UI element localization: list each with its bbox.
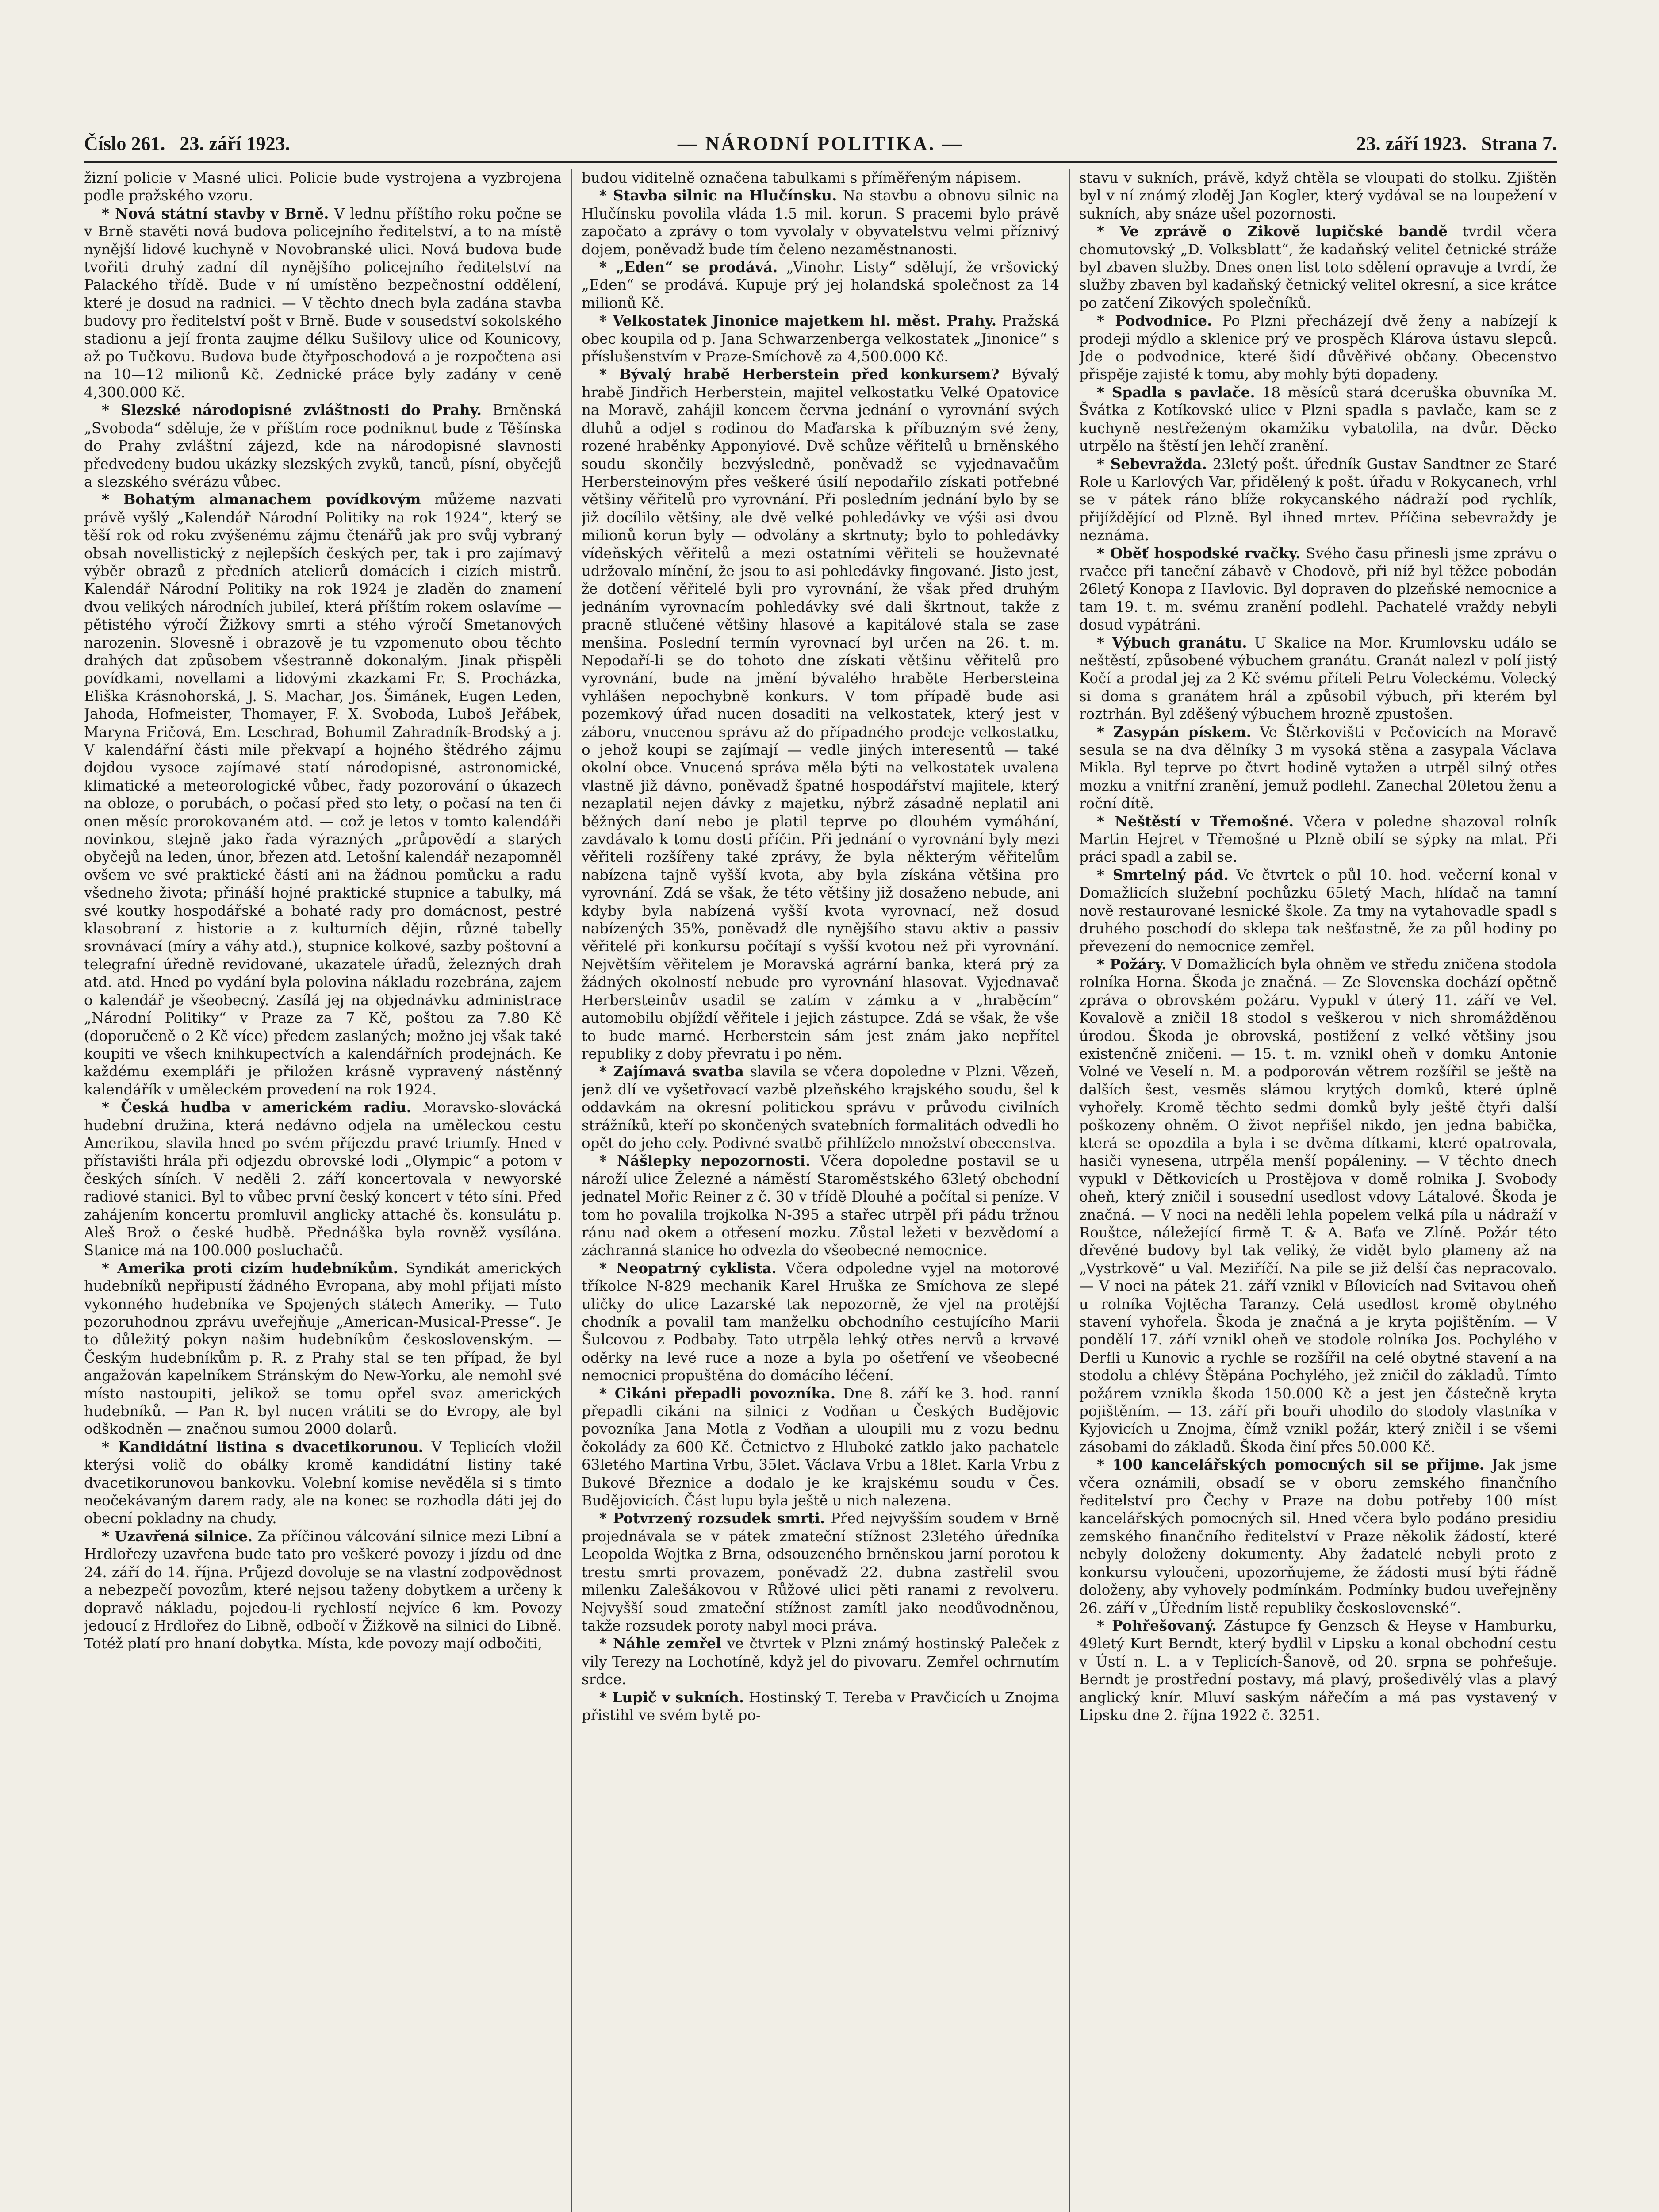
- page-number: Strana 7.: [1481, 133, 1557, 154]
- article-paragraph: [582, 1063, 1059, 1152]
- article-paragraph: [1079, 545, 1557, 634]
- article-body: budou viditelně označena tabulkami s příměřeným nápisem.: [582, 169, 1022, 186]
- article-paragraph: [1079, 723, 1557, 813]
- article-headline: Velkostatek Jinonice majetkem hl. měst. Prahy.: [613, 312, 997, 330]
- asterisk-marker: *: [599, 1259, 616, 1277]
- article-body: Bývalý hrabě Jindřich Herberstein, majitel velkostatku Velké Opatovice na Moravě, zahájil koncem června jednání o vyrovnání svých dluhů a odjel s rodinou do Maďarska k příbuzným své ženy, rozené hraběnky Apponyiové. Dvě schůze věřitelů u brněnského soudu skončily bezvýsledně, poněvadž se vyjednavačům Herbersteinovým přes veškeré úsilí nepodařilo získati potřebné většiny věřitelů pro vyrovnání. Při posledním jednání bylo by se již docílilo většiny, ale dvě velké pohledávky ve výši asi dvou milionů korun byly — odvolány a skrtnuty; bylo to pohledávky vídeňských věřitelů a mezi ostatními věřiteli se houževnaté udržovalo mínění, že jsou to asi pohledávky fingované. Jisto jest, že dotčení věřitelé byli pro vyrovnání, že však před druhým jednáním vyrovnacím pohledávky své dali škrtnout, takže z pracně stlučené většiny hlasové a kapitálové stala se zase menšina. Poslední termín vyrovnací byl určen na 26. t. m. Nepodaří-li se do tohoto dne získati většinu věřitelů pro vyrovnání, bude na jmění bývalého hraběte Herbersteina vyhlášen nepochybně konkurs. V tom případě bude asi pozemkový úřad nucen dosaditi na velkostatek, který jest v záboru, vnucenou správu až do případného prodeje velkostatku, o jehož koupi se zajímají — vedle jiných interesentů — také okolní obce. Vnucená správa měla býti na velkostatek uvalena vlastně již dávno, poněvadž špatné hospodářství majitele, který nezaplatil nejen dávky z majetku, nýbrž zásadně neplatil ani běžných daní nebo je platil teprve po dlouhém vymáhání, zavdávalo k tomu dosti příčin. Při jednání o vyrovnání byly mezi věřiteli rozšířeny také zprávy, že byla některým věřitelům nabízena tajně vyšší kvota, aby byla získána většina pro vyrovnání. Zdá se však, že této většiny již dosaženo nebude, ani kdyby byla nabízená vyšší kvota vyrovnací, než dosud nabízených 35%, poněvadž dle nynějšího stavu aktiv a passiv věřitelé při konkursu počítají s vyšší kvotou než při vyrovnání. Největším věřitelem je Moravská agrární banka, která prý za žádných okolností nebude pro vyrovnání hlasovat. Vyjednavač Herbersteinův usadil se zatím v zámku a v „hraběcím“ automobilu objíždí věřitele i jejich zástupce. Zdá se však, že vše to bude marné. Herberstein sám jest znám jako nepřítel republiky z doby převratu i po něm.: [582, 366, 1059, 1062]
- article-headline: Pohřešovaný.: [1112, 1617, 1217, 1634]
- column-3: [1079, 169, 1557, 2212]
- article-body: stavu v sukních, právě, když chtěla se vloupati do stolku. Zjištěn byl v ní známý zloděj Jan Kogler, který vydával se na loupežení v sukních, aby snáze ušel pozornosti.: [1079, 169, 1557, 222]
- page-header: [84, 128, 1557, 159]
- article-paragraph: [1079, 813, 1557, 866]
- asterisk-marker: *: [102, 491, 123, 508]
- header-date-right: 23. září 1923.: [1356, 133, 1467, 154]
- article-paragraph: [84, 1098, 562, 1260]
- article-headline: Stavba silnic na Hlučínsku.: [613, 187, 837, 204]
- asterisk-marker: *: [102, 1098, 121, 1116]
- article-headline: Požáry.: [1109, 955, 1167, 973]
- article-headline: 100 kancelářských pomocných sil se přijme.: [1112, 1456, 1484, 1474]
- asterisk-marker: *: [1097, 812, 1115, 830]
- article-headline: Výbuch granátu.: [1112, 634, 1247, 651]
- asterisk-marker: *: [102, 204, 115, 222]
- article-body: tvrdil včera chomutovský „D. Volksblatt“, že kadaňský velitel četnické stráže byl zbaven služby. Dnes onen list toto sdělení opravuje a tvrdí, že služby zbaven byl kadaňský četnický velitel okresní, a sice krátce po zatčení Zikových společníků.: [1079, 223, 1557, 311]
- article-body: Dne 8. září ke 3. hod. ranní přepadli cikáni na silnici z Vodňan u Českých Budějovic povozníka Jana Motla z Vodňan a uloupili mu z vozu bednu čokolády za 600 Kč. Četnictvo z Hluboké zatklo jako pachatele 63letého Martina Vrbu, 35let. Václava Vrbu a 18let. Karla Vrbu z Bukové Březnice a dodalo je ke krajskému soudu v Čes. Budějovicích. Část lupu byla ještě u nich nalezena.: [582, 1385, 1059, 1509]
- asterisk-marker: *: [599, 1152, 617, 1170]
- article-body: Pražská obec koupila od p. Jana Schwarzenberga velkostatek „Jinonice“ s příslušenstvím v Praze-Smíchově za 4,500.000 Kč.: [582, 312, 1059, 365]
- asterisk-marker: *: [1097, 1456, 1113, 1474]
- asterisk-marker: *: [1097, 634, 1112, 651]
- article-body: ve čtvrtek v Plzni známý hostinský Paleček z vily Terezy na Lochotíně, když jel do pivovaru. Zemřel ochrnutím srdce.: [582, 1635, 1059, 1688]
- article-headline: Amerika proti cizím hudebníkům.: [117, 1259, 398, 1277]
- article-body: Před nejvyšším soudem v Brně projednávala se v pátek zmateční stížnost 23letého úředníka Leopolda Wojtka z Brna, odsouzeného brněnskou jarní porotou k trestu smrti provazem, poněvadž 22. dubna zastřelil svou milenku Zalešákovou v Růžové ulici pěti ranami z revolveru. Nejvyšší soud zmateční stížnost zamítl jako neodůvodněnou, takže rozsudek poroty nabyl moci práva.: [582, 1510, 1059, 1634]
- asterisk-marker: *: [1097, 955, 1110, 973]
- asterisk-marker: *: [1097, 1617, 1112, 1634]
- article-headline: Ve zprávě o Zikově lupičské bandě: [1119, 223, 1448, 240]
- article-headline: Oběť hospodské rvačky.: [1110, 544, 1301, 562]
- asterisk-marker: *: [599, 1635, 613, 1652]
- article-body: „Vinohr. Listy“ sdělují, že vršovický „Eden“ se prodává. Kupuje prý jej holandská společnost za 14 milionů Kč.: [582, 259, 1059, 311]
- column-2: [582, 169, 1059, 2212]
- asterisk-marker: *: [1097, 223, 1120, 240]
- article-body: Jak jsme včera oznámili, obsadí se v oboru zemského finančního ředitelství pro Čechy v Praze na dobu potřeby 100 míst kancelářských pomocných sil. Hned včera bylo podáno presidiu zemského finančního ředitelství v Praze několik žádostí, které nebyly doloženy dokumenty. Aby žadatelé nebyli proto z konkursu vyloučeni, upozorňujeme, že žádosti musí býti řádně doloženy, aby vyhovely podmínkám. Podmínky budou uveřejněny 26. září v „Úředním listě republiky československé“.: [1079, 1456, 1557, 1617]
- column-divider-2: [1069, 169, 1070, 2212]
- article-paragraph: [1079, 223, 1557, 312]
- article-paragraph: [84, 401, 562, 491]
- asterisk-marker: *: [599, 312, 613, 330]
- article-paragraph: [84, 1438, 562, 1528]
- article-paragraph: [582, 169, 1059, 187]
- article-headline: Zasypán pískem.: [1113, 723, 1251, 741]
- article-body: můžeme nazvati právě vyšlý „Kalendář Národní Politiky na rok 1924“, který se těší rok od roku zvýšenému zájmu čtenářů jak pro svůj vybraný obsah novellistický z nejlepších českých per, tak i pro zajímavý výběr obrazů z předních atelierů domácích i cizích mistrů. Kalendář Národní Politiky na rok 1924 je zladěn do znamení dvou velikých národních jubileí, která příštím rokem oslavíme — pětistého výročí Žižkovy smrti a stého výročí Smetanových narozenin. Slovesně i obrazově je tu vzpomenuto obou těchto drahých dat způsobem všestranně dokonalým. Jinak přispěli povídkami, novellami a lidovými zkazkami Fr. S. Procházka, Eliška Krásnohorská, J. S. Machar, Jos. Šimánek, Eugen Leden, Jahoda, Hofmeister, Thomayer, F. X. Svoboda, Luboš Jeřábek, Maryna Fričová, Em. Leschrad, Bohumil Zahradník-Brodský a j. V kalendářní části mile překvapí a hojného štědrého zájmu dojdou vysoce zajímavé statí národopisné, astronomické, klimatické a meteorologické vůbec, řady pozorování o úkazech na obloze, o porubách, o počasí před sto lety, o počasí na ten či onen měsíc prorokovaném atd. — což je letos v tomto kalendáři novinkou, stejně jako řada výrazných „průpovědí a starých obyčejů na leden, únor, březen atd. Letošní kalendář nezapomněl ovšem ve své praktické části ani na žádnou pomůcku a radu všedneho života; přináší hojné praktické stupnice a tabulky, má své koutky hospodářské a bohaté rady pro domácnost, pestré klasobraní z historie a z kulturních dějin, různé tabelly srovnávací (míry a váhy atd.), stupnice kolkové, sazby poštovní a telegrafní úředně revidované, ukazatele úřadů, železných drah atd. atd. Hned po vydání byla polovina nákladu rozebrána, zajem o kalendář je všeobecný. Zasílá jej na objednávku administrace „Národní Politiky“ v Praze za 7 Kč, poštou za 7.80 Kč (doporučeně o 2 Kč více) předem zaslaných; možno jej však také koupiti ve všech knihkupectvích a kalendářních prodejnách. Ke každému exempláři je přiložen krásně vypravený nástěnný kalendářík v uměleckém provedení na rok 1924.: [84, 491, 562, 1098]
- article-body: 23letý pošt. úředník Gustav Sandtner ze Staré Role u Karlových Var, přidělený k pošt. úřadu v Rokycanech, vrhl se v pátek ráno blíže rokycanského nádraží pod rychlík, přijíždějící od Plzně. Byl ihned mrtev. Příčina sebevraždy je neznáma.: [1079, 455, 1557, 544]
- article-body: 18 měsíců stará dceruška obuvníka M. Švátka z Kotíkovské ulice v Plzni spadla s pavlače, kam se z kuchyně nestřeženým okamžiku vybatolila, na dvůr. Děcko utrpělo na štěstí jen lehčí zranění.: [1079, 384, 1557, 455]
- article-paragraph: [582, 1509, 1059, 1635]
- article-body: Po Plzni přecházejí dvě ženy a nabízejí k prodeji mýdlo a sklenice prý ve prospěch Klárova ústavu slepců. Jde o podvodnice, které šidí důvěřivé občany. Obecenstvo přispěje zajisté k tomu, aby mohly býti dopadeny.: [1079, 312, 1557, 383]
- asterisk-marker: *: [1097, 866, 1113, 883]
- article-headline: Neopatrný cyklista.: [616, 1259, 777, 1277]
- column-divider-1: [571, 169, 572, 2212]
- article-headline: Lupič v sukních.: [612, 1688, 744, 1706]
- article-headline: „Eden“ se prodává.: [616, 258, 778, 276]
- article-paragraph: [1079, 866, 1557, 956]
- article-body: Hostinský T. Tereba v Pravčicích u Znojma přistihl ve svém bytě po-: [582, 1689, 1059, 1724]
- asterisk-marker: *: [599, 1063, 613, 1080]
- article-body: Svého času přinesli jsme zprávu o rvačce při taneční zábavě v Chodově, při níž byl těžce pobodán 26letý Konopa z Havlovic. Byl dopraven do plzeňské nemocnice a tam 19. t. m. svému zranění podlehl. Pachatelé vraždy nebyli dosud vypátráni.: [1079, 545, 1557, 634]
- article-headline: Kandidátní listina s dvacetikorunou.: [118, 1438, 423, 1455]
- article-headline: Sebevražda.: [1110, 455, 1207, 472]
- asterisk-marker: *: [102, 1438, 118, 1455]
- asterisk-marker: *: [1097, 544, 1110, 562]
- article-headline: Náhle zemřel: [613, 1635, 721, 1652]
- article-paragraph: [1079, 384, 1557, 455]
- article-headline: Uzavřená silnice.: [115, 1527, 253, 1545]
- article-body: V lednu příštího roku počne se v Brně stavěti nová budova policejního ředitelství, a to na místě nynější lidové kuchyně v Novobranské ulici. Nová budova bude tvořiti druhý zadní díl nynějšího policejního ředitelství na Palackého třídě. Bude v ní umístěno bezpečnostní oddělení, které je dosud na radnici. — V těchto dnech byla zadána stavba budovy pro ředitelství pošt v Brně. Bude v sousedství sokolského stadionu a její fronta zaujme délku Sušilovy ulice od Kounicovy, až po Tučkovu. Budova bude čtyřposchodová a je rozpočtena asi na 10—12 milionů Kč. Zednické práce byly zadány v ceně 4,300.000 Kč.: [84, 205, 562, 401]
- masthead-title: — NÁRODNÍ POLITIKA. —: [677, 133, 964, 154]
- article-headline: Bývalý hrabě Herberstein před konkursem?: [619, 365, 1000, 383]
- article-body: Včera odpoledne vyjel na motorové tříkolce N-829 mechanik Karel Hruška ze Smíchova ze slepé uličky do ulice Lazarské tak nepozorně, že vjel na protější chodník a povalil tam manželku obchodního cestujícího Marii Šulcovou z Podbaby. Tato utrpěla lehký otřes nervů a krvavé oděrky na levé ruce a noze a byla po ošetření ve všeobecné nemocnici propuštěna do domácího léčení.: [582, 1260, 1059, 1384]
- article-body: slavila se včera dopoledne v Plzni. Vězeň, jenž dlí ve vyšetřovací vazbě plzeňského krajského soudu, šel k oddavkám na okresní politickou správu v průvodu civilních strážníků, kteří po skončených svatebních formalitách odvedli ho opět do jeho cely. Podivné svatbě přihlíželo množství obecenstva.: [582, 1063, 1059, 1152]
- article-paragraph: [582, 1260, 1059, 1385]
- article-headline: Neštěstí v Třemošné.: [1115, 812, 1294, 830]
- article-body: Na stavbu a obnovu silnic na Hlučínsku povolila vláda 1.5 mil. korun. S pracemi bylo právě započato a zprávy o tom vyvolaly v obyvatelstvu velmi příznivý dojem, poněvadž bude tím čeleno nezaměstnanosti.: [582, 187, 1059, 258]
- article-headline: Podvodnice.: [1115, 312, 1212, 330]
- article-body: Za příčinou válcování silnice mezi Libní a Hrdlořezy uzavřena bude tato pro veškeré povozy i jízdu od dne 24. září do 14. října. Průjezd dovoluje se na vlastní zodpovědnost a nebezpečí povozům, které nejsou taženy dobytkem a určeny k dopravě nákladu, pojedou-li rychlostí nejvíce 6 km. Povozy jedoucí z Hrdlořez do Libně, odbočí v Žižkově na silnici do Libně. Totéž platí pro hnaní dobytka. Místa, kde povozy mají odbočiti,: [84, 1528, 562, 1652]
- article-paragraph: [1079, 1456, 1557, 1617]
- article-body: V Teplicích vložil kterýsi volič do obálky kromě kandidátní listiny také dvacetikorunovou bankovku. Volební komise nevěděla si s timto neočekávaným darem rady, ale na konec se rozhodla dáti jej do obecní pokladny na chudy.: [84, 1438, 562, 1527]
- asterisk-marker: *: [599, 1384, 615, 1402]
- article-body: Brněnská „Svoboda“ sděluje, že v příštím roce podniknut bude z Těšínska do Prahy zvláštní zájezd, kde na národopisné slavnosti předvedeny budou ukázky slezských zvyků, tanců, písní, obyčejů a slezského svérázu vůbec.: [84, 402, 562, 490]
- article-headline: Smrtelný pád.: [1112, 866, 1229, 883]
- article-headline: Nová státní stavby v Brně.: [115, 204, 329, 222]
- article-paragraph: [582, 312, 1059, 365]
- article-headline: Bohatým almanachem povídkovým: [123, 491, 421, 508]
- column-1: [84, 169, 562, 2212]
- article-body: Zástupce fy Genzsch & Heyse v Hamburku, 49letý Kurt Berndt, který bydlil v Lipsku a konal obchodní cestu v Ústí n. L. a v Teplicích-Šanově, od 20. srpna se pohřešuje. Berndt je prostřední postavy, má plavý, prošedivělý vlas a plavý anglický knír. Mluví saským nářečím a má pas vystavený v Lipsku dne 2. října 1922 č. 3251.: [1079, 1617, 1557, 1724]
- article-headline: Spadla s pavlače.: [1112, 383, 1255, 401]
- asterisk-marker: *: [102, 1527, 115, 1545]
- article-paragraph: [1079, 1617, 1557, 1724]
- article-paragraph: [582, 1689, 1059, 1724]
- asterisk-marker: *: [1097, 312, 1115, 330]
- article-paragraph: [1079, 455, 1557, 545]
- header-right: [1356, 128, 1557, 159]
- article-body: Včera dopoledne postavil se u nároží ulice Železné a náměstí Staroměstského 63letý obchodní jednatel Mořic Reiner z č. 30 v třídě Dlouhé a počítal si peníze. V tom ho povalila trojkolka N-395 a stařec utrpěl při pádu tržnou ránu nad okem a otřesení mozku. Zůstal ležeti v bezvědomí a záchranná stanice ho odvezla do všeobecné nemocnice.: [582, 1152, 1059, 1259]
- asterisk-marker: *: [599, 365, 619, 383]
- columns: [84, 169, 1557, 2212]
- asterisk-marker: *: [102, 401, 121, 419]
- header-date-left: 23. září 1923.: [180, 133, 290, 154]
- article-body: U Skalice na Mor. Krumlovsku událo se neštěstí, způsobené výbuchem granátu. Granát nalezl v polí jistý Kočí a prodal jej za 2 Kč svému příteli Petru Voleckému. Volecký si doma s granátem hrál a způsobil výbuch, při kterém byl roztrhán. Byl zděšený výbuchem hrozně zpustošen.: [1079, 634, 1557, 723]
- asterisk-marker: *: [1097, 383, 1112, 401]
- article-body: Ve Štěrkovišti v Pečovicích na Moravě sesula se na dva dělníky 3 m vysoká stěna a zasypala Václava Mikla. Byl teprve po čtvrt hodině vytažen a utrpěl silný otřes mozku a vnitřní zranění, jemuž podlehl. Zanechal 20letou ženu a roční dítě.: [1079, 723, 1557, 812]
- article-headline: Cikáni přepadli povozníka.: [614, 1384, 836, 1402]
- article-body: žizní policie v Masné ulici. Policie bude vystrojena a vyzbrojena podle pražského vzoru.: [84, 169, 562, 204]
- article-body: Syndikát amerických hudebníků nepřipustí žádného Evropana, aby mohl přijati místo vykonného hudebníka ve Spojených státech Ameriky. — Tuto pozoruhodnou zprávu uveřejňuje „American-Musical-Presse“. Je to důležitý pokyn našim hudebníkům československým. — Českým hudebníkům p. R. z Prahy stal se ten případ, že byl angažován kapelníkem Stránským do New-Yorku, ale nemohl své místo nastoupiti, jelikož se tomu opřel svaz amerických hudebníků. — Pan R. byl nucen vrátiti se do Evropy, ale byl odškodněn — značnou sumou 2000 dolarů.: [84, 1260, 562, 1438]
- article-paragraph: [84, 169, 562, 205]
- article-body: Včera v poledne shazoval rolník Martin Hejret v Třemošné u Plzně obilí se sýpky na mlat. Při práci spadl a zabil se.: [1079, 813, 1557, 866]
- asterisk-marker: *: [102, 1259, 118, 1277]
- article-paragraph: [582, 187, 1059, 258]
- article-paragraph: [84, 1260, 562, 1438]
- article-headline: Potvrzený rozsudek smrti.: [613, 1509, 825, 1527]
- article-paragraph: [1079, 169, 1557, 223]
- article-headline: Nášlepky nepozornosti.: [617, 1152, 811, 1170]
- asterisk-marker: *: [599, 1509, 613, 1527]
- article-paragraph: [582, 1152, 1059, 1259]
- issue-number: Číslo 261.: [84, 133, 165, 154]
- asterisk-marker: *: [1097, 455, 1111, 472]
- header-rule: [84, 161, 1557, 163]
- article-paragraph: [1079, 634, 1557, 723]
- article-body: V Domažlicích byla ohněm ve středu zničena stodola rolníka Horna. Škoda je značná. — Ze Slovenska dochází opětně zpráva o obrovském požáru. Vypukl v úterý 11. září ve Vel. Kovalově a zničil 18 stodol s veškerou v nich shromážděnou úrodou. Škoda je obrovská, postižení z velké většiny jsou existenčně zničeni. — 15. t. m. vznikl oheň v domku Antonie Volné ve Veselí n. M. a podporován větrem rozšířil se ještě na dalších šest, vesměs slámou krytých domků, které úplně vyhořely. Kromě těchto sedmi domků byly ještě čtyři další poškozeny ohněm. O život nepřišel nikdo, jen jedna babička, která se opozdila a byla i se dvěma dítkami, které opatrovala, hasiči vynesena, utrpěla menší popáleniny. — V těchto dnech vypukl v Dětkovicích u Prostějova v domě rolnika J. Svobody oheň, který zničil i sousední usedlost vdovy Látalové. Škoda je značná. — V noci na neděli lehla popelem velká píla u nádraží v Rouštce, náležející firmě T. & A. Baťa ve Zlíně. Požár této dřevěné budovy byl tak veliký, že vidět bylo plameny až na „Vystrkově“ u Val. Meziříčí. Na pile se již delší čas nepracovalo. — V noci na pátek 21. září vznikl v Bílovicích nad Svitavou oheň u rolníka Vojtěcha Taranzy. Celá usedlost kromě obytného stavení vyhořela. Škoda je značná a je kryta pojištěním. — V pondělí 17. září vznikl oheň ve stodole rolníka Jos. Pochylého v Derfli u Kunovic a rychle se rozšířil na celé obytné stavení a na stodolu a chlévy Štěpána Pochylého, jež zničil do základů. Tímto požárem vznikla škoda 150.000 Kč a jest jen částečně kryta pojištěním. — 13. září při bouři uhodilo do stodoly vlastníka v Kyjovicích u Znojma, čímž vznikl požár, který zničil i se všemi zásobami do základů. Škoda činí přes 50.000 Kč.: [1079, 956, 1557, 1455]
- article-headline: Slezské národopisné zvláštnosti do Prahy.: [120, 401, 482, 419]
- article-paragraph: [582, 258, 1059, 312]
- article-paragraph: [84, 491, 562, 1098]
- article-headline: Zajímavá svatba: [613, 1063, 744, 1080]
- article-paragraph: [84, 205, 562, 401]
- article-paragraph: [582, 1385, 1059, 1510]
- article-paragraph: [582, 365, 1059, 1063]
- article-paragraph: [84, 1528, 562, 1653]
- article-headline: Česká hudba v americkém radiu.: [121, 1098, 412, 1116]
- asterisk-marker: *: [599, 1688, 612, 1706]
- article-paragraph: [1079, 312, 1557, 384]
- article-body: Ve čtvrtek o půl 10. hod. večerní konal v Domažlicích služební pochůzku 65letý Mach, hlídač na tamní nově restaurované lesnické škole. Za tmy na vytahovadle spadl s druhého poschodí do sklepa tak nešťastně, že za půl hodiny po převezení do nemocnice zemřel.: [1079, 866, 1557, 955]
- asterisk-marker: *: [599, 187, 613, 204]
- asterisk-marker: *: [599, 258, 616, 276]
- article-paragraph: [582, 1635, 1059, 1688]
- asterisk-marker: *: [1097, 723, 1114, 741]
- article-paragraph: [1079, 956, 1557, 1456]
- article-body: Moravsko-slovácká hudební družina, která nedávno odjela na uměleckou cestu Amerikou, slavila hned po svém příjezdu pravé triumfy. Hned v přístavišti hrála při odjezdu obrovské lodi „Olympic“ a potom v českých síních. V neděli 2. září koncertovala v newyorské radiové stanici. Byl to vůbec první český koncert v této síni. Před zahájením koncertu promluvil anglicky attaché čs. konsulátu p. Aleš Brož o české hudbě. Přednáška byla rovněž vysílána. Stanice má na 100.000 posluchačů.: [84, 1099, 562, 1259]
- newspaper-page: [84, 128, 1557, 2212]
